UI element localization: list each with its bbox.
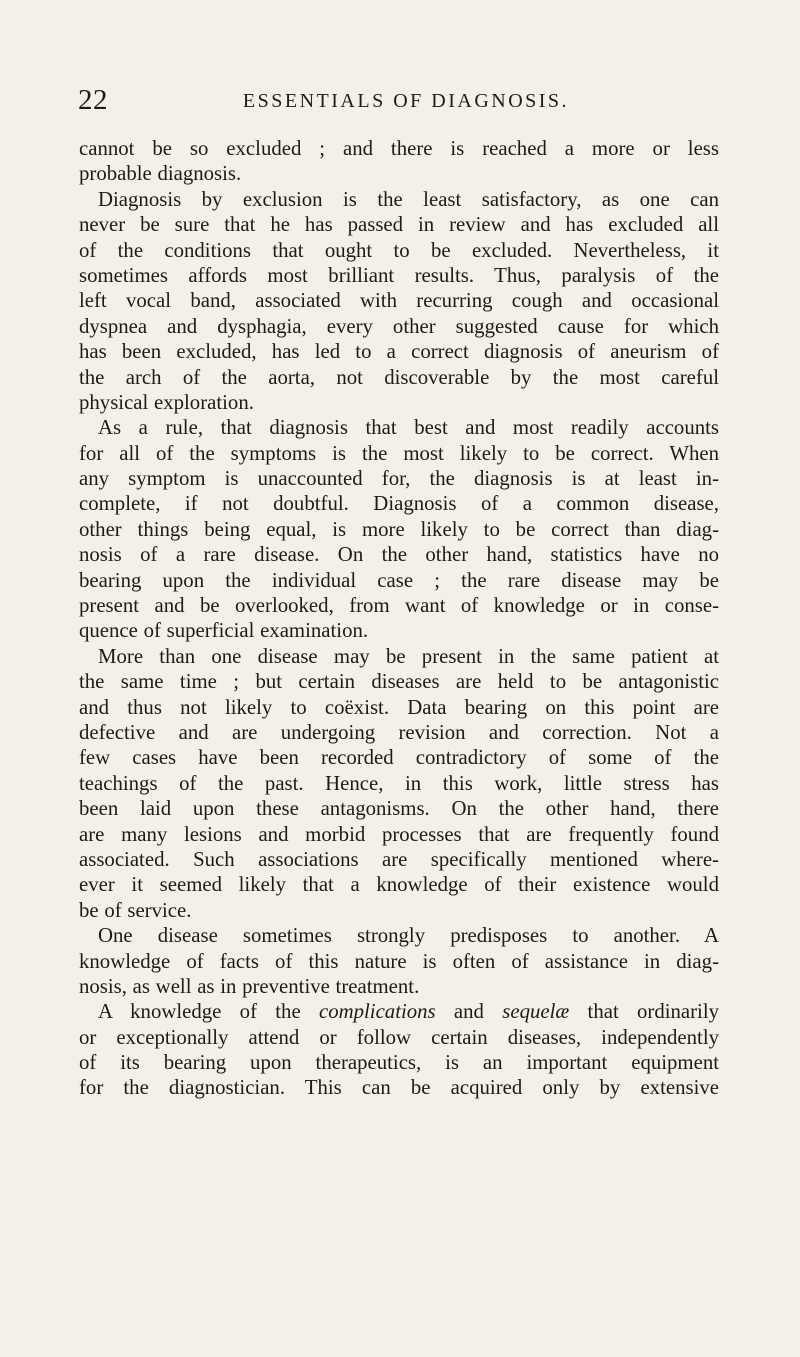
text-line: the same time ; but certain diseases are held to be antagonistic — [79, 670, 719, 694]
text-line: nosis of a rare disease. On the other hand, statistics have no — [79, 543, 719, 567]
text-line: teachings of the past. Hence, in this work, little stress has — [79, 771, 719, 795]
text-line: As a rule, that diagnosis that best and most readily accounts — [98, 416, 719, 440]
text-line: physical exploration. — [79, 390, 254, 414]
text-line: any symptom is unaccounted for, the diagnosis is at least in- — [79, 467, 719, 491]
text-line: sometimes affords most brilliant results. Thus, paralysis of the — [79, 263, 719, 287]
text-line: ever it seemed likely that a knowledge of their existence would — [79, 873, 719, 897]
text-line: dyspnea and dysphagia, every other suggested cause for which — [79, 314, 719, 338]
text-line: other things being equal, is more likely to be correct than diag- — [79, 517, 719, 541]
page-header — [78, 84, 718, 116]
text-line: complete, if not doubtful. Diagnosis of a common disease, — [79, 492, 719, 516]
text-line: be of service. — [79, 898, 192, 922]
text-line: present and be overlooked, from want of knowledge or in conse- — [79, 594, 719, 618]
text-line: associated. Such associations are specifically mentioned where- — [79, 847, 719, 871]
text-line: knowledge of facts of this nature is often of assistance in diag- — [79, 949, 719, 973]
text-fragment: A knowledge of the — [98, 1000, 319, 1024]
text-line: the arch of the aorta, not discoverable by the most careful — [79, 365, 719, 389]
italic-term-sequelae: sequelæ — [502, 1000, 570, 1024]
text-line: or exceptionally attend or follow certain diseases, independently — [79, 1025, 719, 1049]
text-line: are many lesions and morbid processes that are frequently found — [79, 822, 719, 846]
text-line: cannot be so excluded ; and there is reached a more or less — [79, 137, 719, 160]
text-line: of the conditions that ought to be excluded. Nevertheless, it — [79, 238, 719, 262]
text-line: has been excluded, has led to a correct diagnosis of aneurism of — [79, 340, 719, 364]
text-line: left vocal band, associated with recurring cough and occasional — [79, 289, 719, 313]
text-fragment: and — [435, 1000, 503, 1024]
italic-term-complications: complications — [318, 1000, 436, 1024]
text-line: Diagnosis by exclusion is the least satisfactory, as one can — [98, 187, 719, 211]
text-line: One disease sometimes strongly predisposes to another. A — [98, 924, 719, 948]
text-line: More than one disease may be present in the same patient at — [98, 644, 719, 668]
running-head: ESSENTIALS OF DIAGNOSIS. — [242, 90, 570, 112]
text-line: probable diagnosis. — [79, 162, 242, 186]
body-text — [79, 136, 719, 1101]
text-line: for the diagnostician. This can be acquired only by extensive — [79, 1076, 719, 1100]
text-line: for all of the symptoms is the most likely to be correct. When — [79, 441, 719, 465]
text-line: of its bearing upon therapeutics, is an important equipment — [79, 1051, 719, 1075]
text-line: bearing upon the individual case ; the rare disease may be — [79, 568, 719, 592]
text-line: few cases have been recorded contradictory of some of the — [79, 746, 719, 770]
text-line: quence of superficial examination. — [79, 619, 369, 643]
text-line: and thus not likely to coëxist. Data bearing on this point are — [79, 695, 719, 719]
text-line-with-italics — [79, 999, 719, 1024]
text-line: nosis, as well as in preventive treatment. — [79, 974, 420, 998]
text-fragment: that ordinarily — [569, 1000, 720, 1024]
page-number: 22 — [78, 84, 108, 116]
text-line: defective and are undergoing revision and correction. Not a — [79, 720, 719, 744]
text-line: been laid upon these antagonisms. On the other hand, there — [79, 797, 719, 821]
text-line: never be sure that he has passed in review and has excluded all — [79, 213, 719, 237]
